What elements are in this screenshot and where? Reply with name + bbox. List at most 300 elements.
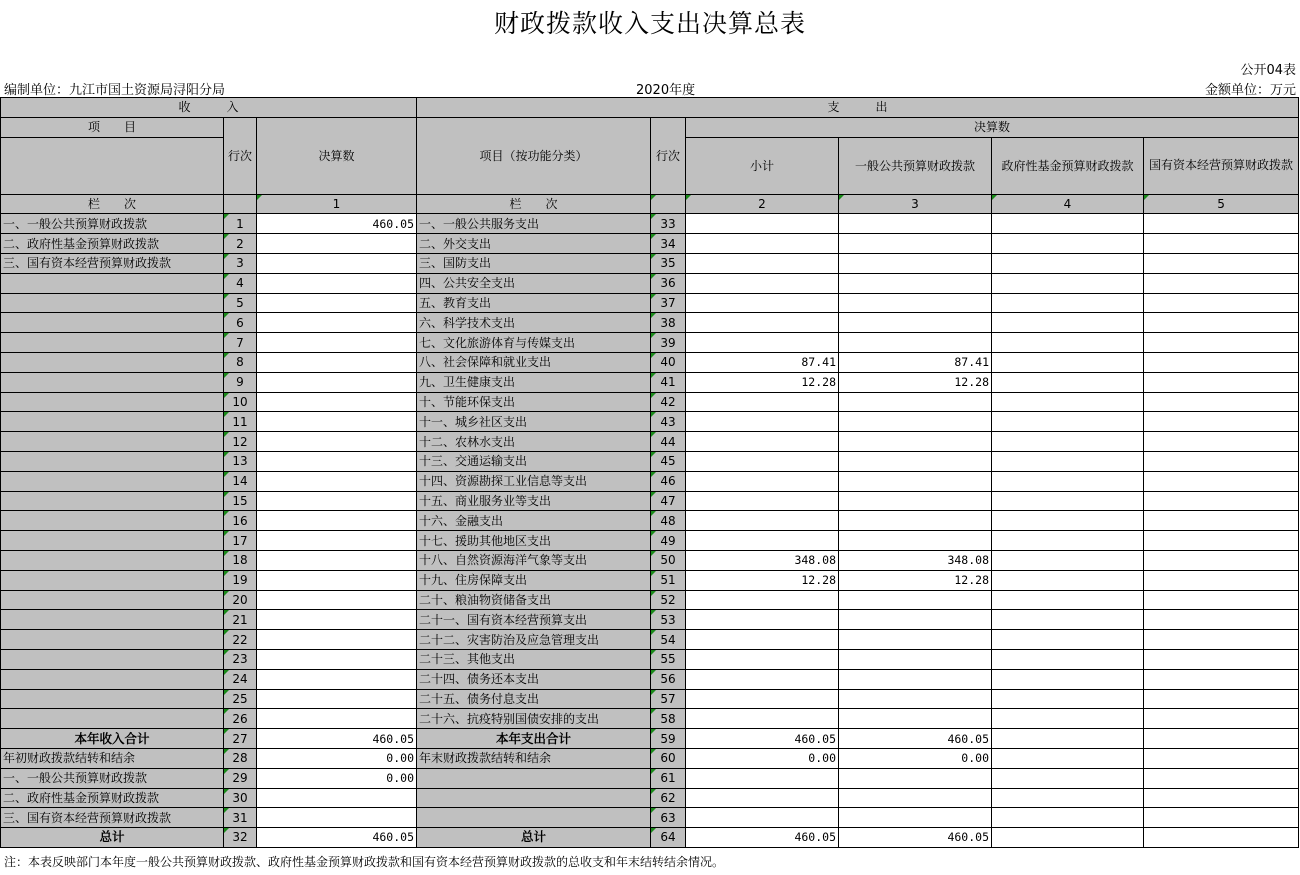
expense-item-label: 三、国防支出 bbox=[417, 253, 651, 273]
expense-soe-budget bbox=[1144, 808, 1299, 828]
expense-row-no: 57 bbox=[651, 689, 686, 709]
expense-subtotal: 87.41 bbox=[686, 352, 839, 372]
expense-fund-budget bbox=[992, 729, 1144, 749]
reporting-unit: 编制单位：九江市国土资源局浔阳分局 bbox=[4, 83, 226, 98]
income-amount bbox=[257, 253, 417, 273]
income-row-no: 1 bbox=[224, 214, 257, 234]
expense-header: 支 出 bbox=[417, 98, 1299, 118]
expense-subtotal bbox=[686, 293, 839, 313]
expense-row-no: 63 bbox=[651, 808, 686, 828]
expense-subtotal bbox=[686, 649, 839, 669]
expense-general-budget bbox=[839, 689, 992, 709]
expense-general-budget bbox=[839, 630, 992, 650]
income-row-no: 22 bbox=[224, 630, 257, 650]
income-item-label: 总计 bbox=[1, 828, 224, 848]
table-row bbox=[1, 630, 1299, 650]
income-row-no: 23 bbox=[224, 649, 257, 669]
income-row-no: 10 bbox=[224, 392, 257, 412]
expense-general-budget bbox=[839, 432, 992, 452]
table-row bbox=[1, 748, 1299, 768]
income-item-label: 一、一般公共预算财政拨款 bbox=[1, 214, 224, 234]
income-amount bbox=[257, 709, 417, 729]
income-row-no: 21 bbox=[224, 610, 257, 630]
expense-item-label: 十四、资源勘探工业信息等支出 bbox=[417, 471, 651, 491]
table-row bbox=[1, 372, 1299, 392]
income-item-label bbox=[1, 412, 224, 432]
expense-subtotal bbox=[686, 392, 839, 412]
expense-item-label: 一、一般公共服务支出 bbox=[417, 214, 651, 234]
expense-subtotal: 12.28 bbox=[686, 570, 839, 590]
income-amount bbox=[257, 313, 417, 333]
table-row bbox=[1, 570, 1299, 590]
income-item-label bbox=[1, 392, 224, 412]
income-amount bbox=[257, 808, 417, 828]
expense-subtotal bbox=[686, 234, 839, 254]
expense-subtotal bbox=[686, 214, 839, 234]
income-row-no: 12 bbox=[224, 432, 257, 452]
expense-general-budget bbox=[839, 451, 992, 471]
income-amount bbox=[257, 550, 417, 570]
expense-fund-budget bbox=[992, 808, 1144, 828]
expense-general-budget bbox=[839, 293, 992, 313]
income-item-label: 本年收入合计 bbox=[1, 729, 224, 749]
expense-soe-budget bbox=[1144, 432, 1299, 452]
table-row bbox=[1, 412, 1299, 432]
income-amount bbox=[257, 610, 417, 630]
expense-row-no: 33 bbox=[651, 214, 686, 234]
expense-row-no: 42 bbox=[651, 392, 686, 412]
expense-fund-budget bbox=[992, 234, 1144, 254]
income-row-no: 11 bbox=[224, 412, 257, 432]
expense-general-budget bbox=[839, 333, 992, 353]
income-amount bbox=[257, 273, 417, 293]
footnote: 注：本表反映部门本年度一般公共预算财政拨款、政府性基金预算财政拨款和国有资本经营预算财政拨款的总收支和年末结转结余情况。 bbox=[4, 855, 725, 869]
column-number-4: 4 bbox=[992, 194, 1144, 214]
expense-item-label: 十七、援助其他地区支出 bbox=[417, 531, 651, 551]
income-item-label bbox=[1, 531, 224, 551]
expense-subtotal bbox=[686, 471, 839, 491]
expense-fund-budget bbox=[992, 293, 1144, 313]
table-row bbox=[1, 531, 1299, 551]
expense-fund-budget bbox=[992, 392, 1144, 412]
expense-row-no: 61 bbox=[651, 768, 686, 788]
expense-fund-budget bbox=[992, 451, 1144, 471]
expense-soe-budget bbox=[1144, 570, 1299, 590]
expense-row-no: 40 bbox=[651, 352, 686, 372]
expense-row-no: 50 bbox=[651, 550, 686, 570]
income-item-label: 一、一般公共预算财政拨款 bbox=[1, 768, 224, 788]
expense-fund-budget bbox=[992, 412, 1144, 432]
expense-fund-budget bbox=[992, 531, 1144, 551]
income-amount: 0.00 bbox=[257, 748, 417, 768]
expense-row-no: 36 bbox=[651, 273, 686, 293]
expense-row-no: 43 bbox=[651, 412, 686, 432]
expense-row-no: 47 bbox=[651, 491, 686, 511]
expense-subtotal bbox=[686, 768, 839, 788]
expense-row-no: 52 bbox=[651, 590, 686, 610]
income-item-label bbox=[1, 649, 224, 669]
table-row bbox=[1, 610, 1299, 630]
expense-row-no: 34 bbox=[651, 234, 686, 254]
income-amount bbox=[257, 590, 417, 610]
expense-item-label: 二十一、国有资本经营预算支出 bbox=[417, 610, 651, 630]
expense-general-budget bbox=[839, 768, 992, 788]
table-row bbox=[1, 491, 1299, 511]
expense-row-no: 51 bbox=[651, 570, 686, 590]
expense-subtotal: 460.05 bbox=[686, 729, 839, 749]
expense-subtotal: 12.28 bbox=[686, 372, 839, 392]
expense-soe-budget bbox=[1144, 234, 1299, 254]
expense-row-no: 64 bbox=[651, 828, 686, 848]
final-amount-header-2: 决算数 bbox=[686, 117, 1299, 137]
expense-item-label: 十六、金融支出 bbox=[417, 511, 651, 531]
expense-item-label: 五、教育支出 bbox=[417, 293, 651, 313]
expense-subtotal bbox=[686, 273, 839, 293]
income-item-label bbox=[1, 293, 224, 313]
expense-item-label: 二十五、债务付息支出 bbox=[417, 689, 651, 709]
expense-fund-budget bbox=[992, 610, 1144, 630]
income-item-label bbox=[1, 570, 224, 590]
item-header: 项 目 bbox=[1, 117, 224, 137]
row-no-header: 行次 bbox=[224, 117, 257, 194]
table-row bbox=[1, 729, 1299, 749]
income-amount bbox=[257, 491, 417, 511]
income-row-no: 8 bbox=[224, 352, 257, 372]
expense-fund-budget bbox=[992, 511, 1144, 531]
table-row bbox=[1, 649, 1299, 669]
expense-subtotal bbox=[686, 412, 839, 432]
expense-soe-budget bbox=[1144, 531, 1299, 551]
expense-item-label: 本年支出合计 bbox=[417, 729, 651, 749]
expense-item-label: 十二、农林水支出 bbox=[417, 432, 651, 452]
expense-soe-budget bbox=[1144, 214, 1299, 234]
expense-item-label: 九、卫生健康支出 bbox=[417, 372, 651, 392]
expense-subtotal bbox=[686, 788, 839, 808]
expense-item-label: 十一、城乡社区支出 bbox=[417, 412, 651, 432]
income-row-no: 3 bbox=[224, 253, 257, 273]
expense-fund-budget bbox=[992, 313, 1144, 333]
expense-soe-budget bbox=[1144, 273, 1299, 293]
expense-row-no: 45 bbox=[651, 451, 686, 471]
expense-item-label: 十八、自然资源海洋气象等支出 bbox=[417, 550, 651, 570]
expense-item-label: 二、外交支出 bbox=[417, 234, 651, 254]
income-row-no: 9 bbox=[224, 372, 257, 392]
expense-item-label: 十三、交通运输支出 bbox=[417, 451, 651, 471]
income-item-label: 二、政府性基金预算财政拨款 bbox=[1, 234, 224, 254]
column-label: 栏 次 bbox=[1, 194, 224, 214]
table-row bbox=[1, 550, 1299, 570]
final-amount-header: 决算数 bbox=[257, 117, 417, 194]
expense-general-budget bbox=[839, 649, 992, 669]
expense-general-budget: 348.08 bbox=[839, 550, 992, 570]
income-item-label bbox=[1, 610, 224, 630]
expense-soe-budget bbox=[1144, 491, 1299, 511]
expense-general-budget bbox=[839, 788, 992, 808]
income-item-label bbox=[1, 432, 224, 452]
table-row bbox=[1, 333, 1299, 353]
table-row bbox=[1, 313, 1299, 333]
expense-item-label: 十五、商业服务业等支出 bbox=[417, 491, 651, 511]
table-row bbox=[1, 293, 1299, 313]
expense-item-label bbox=[417, 768, 651, 788]
expense-fund-budget bbox=[992, 689, 1144, 709]
expense-row-no: 53 bbox=[651, 610, 686, 630]
table-row bbox=[1, 392, 1299, 412]
expense-soe-budget bbox=[1144, 253, 1299, 273]
income-row-no: 18 bbox=[224, 550, 257, 570]
table-row bbox=[1, 471, 1299, 491]
expense-general-budget: 12.28 bbox=[839, 372, 992, 392]
expense-fund-budget bbox=[992, 768, 1144, 788]
expense-soe-budget bbox=[1144, 550, 1299, 570]
table-row bbox=[1, 352, 1299, 372]
expense-general-budget bbox=[839, 709, 992, 729]
income-row-no: 20 bbox=[224, 590, 257, 610]
expense-general-budget: 87.41 bbox=[839, 352, 992, 372]
expense-subtotal bbox=[686, 669, 839, 689]
expense-fund-budget bbox=[992, 828, 1144, 848]
item-header-blank bbox=[1, 137, 224, 194]
expense-fund-budget bbox=[992, 550, 1144, 570]
expense-soe-budget bbox=[1144, 471, 1299, 491]
column-label-blank-2 bbox=[651, 194, 686, 214]
income-row-no: 14 bbox=[224, 471, 257, 491]
income-row-no: 30 bbox=[224, 788, 257, 808]
expense-general-budget: 460.05 bbox=[839, 828, 992, 848]
expense-item-label: 二十三、其他支出 bbox=[417, 649, 651, 669]
table-row bbox=[1, 590, 1299, 610]
soe-budget-header: 国有资本经营预算财政拨款 bbox=[1144, 137, 1299, 194]
income-amount bbox=[257, 511, 417, 531]
expense-fund-budget bbox=[992, 432, 1144, 452]
expense-item-label: 总计 bbox=[417, 828, 651, 848]
expense-soe-budget bbox=[1144, 610, 1299, 630]
income-amount bbox=[257, 352, 417, 372]
form-code: 公开04表 bbox=[1240, 63, 1296, 78]
expense-soe-budget bbox=[1144, 729, 1299, 749]
expense-fund-budget bbox=[992, 570, 1144, 590]
expense-subtotal bbox=[686, 333, 839, 353]
income-row-no: 27 bbox=[224, 729, 257, 749]
expense-subtotal bbox=[686, 432, 839, 452]
expense-subtotal bbox=[686, 709, 839, 729]
table-row bbox=[1, 689, 1299, 709]
expense-general-budget bbox=[839, 471, 992, 491]
expense-soe-budget bbox=[1144, 748, 1299, 768]
expense-soe-budget bbox=[1144, 313, 1299, 333]
expense-fund-budget bbox=[992, 630, 1144, 650]
expense-soe-budget bbox=[1144, 352, 1299, 372]
column-number-3: 3 bbox=[839, 194, 992, 214]
expense-subtotal bbox=[686, 630, 839, 650]
income-item-label bbox=[1, 511, 224, 531]
expense-row-no: 39 bbox=[651, 333, 686, 353]
column-label-2: 栏 次 bbox=[417, 194, 651, 214]
expense-row-no: 62 bbox=[651, 788, 686, 808]
table-row bbox=[1, 253, 1299, 273]
income-amount: 460.05 bbox=[257, 828, 417, 848]
expense-subtotal bbox=[686, 808, 839, 828]
expense-soe-budget bbox=[1144, 451, 1299, 471]
expense-subtotal bbox=[686, 451, 839, 471]
expense-fund-budget bbox=[992, 333, 1144, 353]
income-item-label: 三、国有资本经营预算财政拨款 bbox=[1, 253, 224, 273]
expense-item-label: 七、文化旅游体育与传媒支出 bbox=[417, 333, 651, 353]
expense-soe-budget bbox=[1144, 590, 1299, 610]
expense-general-budget bbox=[839, 412, 992, 432]
expense-fund-budget bbox=[992, 273, 1144, 293]
expense-row-no: 38 bbox=[651, 313, 686, 333]
expense-row-no: 49 bbox=[651, 531, 686, 551]
table-row bbox=[1, 234, 1299, 254]
expense-item-label: 八、社会保障和就业支出 bbox=[417, 352, 651, 372]
expense-fund-budget bbox=[992, 590, 1144, 610]
expense-subtotal: 0.00 bbox=[686, 748, 839, 768]
income-amount bbox=[257, 630, 417, 650]
income-row-no: 5 bbox=[224, 293, 257, 313]
expense-subtotal: 460.05 bbox=[686, 828, 839, 848]
column-label-blank bbox=[224, 194, 257, 214]
table-row bbox=[1, 709, 1299, 729]
report-title: 财政拨款收入支出决算总表 bbox=[493, 9, 806, 38]
expense-soe-budget bbox=[1144, 709, 1299, 729]
expense-item-label bbox=[417, 808, 651, 828]
expense-general-budget: 0.00 bbox=[839, 748, 992, 768]
income-amount bbox=[257, 333, 417, 353]
income-amount bbox=[257, 471, 417, 491]
expense-item-label: 二十四、债务还本支出 bbox=[417, 669, 651, 689]
income-amount bbox=[257, 451, 417, 471]
expense-row-no: 58 bbox=[651, 709, 686, 729]
expense-fund-budget bbox=[992, 253, 1144, 273]
income-item-label bbox=[1, 709, 224, 729]
table-row bbox=[1, 273, 1299, 293]
amount-unit: 金额单位：万元 bbox=[1204, 83, 1296, 98]
expense-row-no: 37 bbox=[651, 293, 686, 313]
expense-soe-budget bbox=[1144, 511, 1299, 531]
expense-general-budget bbox=[839, 491, 992, 511]
fiscal-year: 2020年度 bbox=[636, 83, 696, 98]
expense-general-budget bbox=[839, 511, 992, 531]
income-amount: 460.05 bbox=[257, 729, 417, 749]
income-item-label bbox=[1, 313, 224, 333]
income-item-label bbox=[1, 352, 224, 372]
expense-soe-budget bbox=[1144, 828, 1299, 848]
income-amount bbox=[257, 412, 417, 432]
table-row bbox=[1, 451, 1299, 471]
expense-general-budget: 460.05 bbox=[839, 729, 992, 749]
income-amount: 460.05 bbox=[257, 214, 417, 234]
expense-row-no: 46 bbox=[651, 471, 686, 491]
table-row bbox=[1, 768, 1299, 788]
table-row bbox=[1, 788, 1299, 808]
expense-soe-budget bbox=[1144, 689, 1299, 709]
expense-general-budget bbox=[839, 531, 992, 551]
table-row bbox=[1, 808, 1299, 828]
expense-general-budget bbox=[839, 808, 992, 828]
expense-fund-budget bbox=[992, 214, 1144, 234]
expense-subtotal bbox=[686, 590, 839, 610]
income-amount bbox=[257, 432, 417, 452]
expense-row-no: 44 bbox=[651, 432, 686, 452]
expense-general-budget bbox=[839, 590, 992, 610]
income-row-no: 2 bbox=[224, 234, 257, 254]
expense-item-label: 十、节能环保支出 bbox=[417, 392, 651, 412]
item-by-function-header: 项目（按功能分类） bbox=[417, 117, 651, 194]
expense-fund-budget bbox=[992, 471, 1144, 491]
income-item-label bbox=[1, 630, 224, 650]
expense-general-budget bbox=[839, 214, 992, 234]
fund-budget-header: 政府性基金预算财政拨款 bbox=[992, 137, 1144, 194]
expense-subtotal bbox=[686, 511, 839, 531]
subtotal-header: 小计 bbox=[686, 137, 839, 194]
expense-row-no: 55 bbox=[651, 649, 686, 669]
expense-item-label: 年末财政拨款结转和结余 bbox=[417, 748, 651, 768]
income-item-label: 二、政府性基金预算财政拨款 bbox=[1, 788, 224, 808]
row-no-header-2: 行次 bbox=[651, 117, 686, 194]
expense-soe-budget bbox=[1144, 372, 1299, 392]
expense-row-no: 41 bbox=[651, 372, 686, 392]
income-row-no: 7 bbox=[224, 333, 257, 353]
income-item-label bbox=[1, 550, 224, 570]
expense-subtotal bbox=[686, 531, 839, 551]
column-number-5: 5 bbox=[1144, 194, 1299, 214]
expense-item-label: 六、科学技术支出 bbox=[417, 313, 651, 333]
income-amount bbox=[257, 689, 417, 709]
income-item-label: 三、国有资本经营预算财政拨款 bbox=[1, 808, 224, 828]
expense-general-budget bbox=[839, 253, 992, 273]
expense-subtotal: 348.08 bbox=[686, 550, 839, 570]
income-amount bbox=[257, 372, 417, 392]
expense-general-budget bbox=[839, 313, 992, 333]
income-row-no: 19 bbox=[224, 570, 257, 590]
income-item-label bbox=[1, 590, 224, 610]
expense-item-label: 二十六、抗疫特别国债安排的支出 bbox=[417, 709, 651, 729]
expense-soe-budget bbox=[1144, 333, 1299, 353]
expense-soe-budget bbox=[1144, 293, 1299, 313]
income-row-no: 17 bbox=[224, 531, 257, 551]
income-amount bbox=[257, 392, 417, 412]
expense-fund-budget bbox=[992, 788, 1144, 808]
income-row-no: 24 bbox=[224, 669, 257, 689]
income-amount: 0.00 bbox=[257, 768, 417, 788]
table-row bbox=[1, 828, 1299, 848]
expense-fund-budget bbox=[992, 748, 1144, 768]
income-row-no: 28 bbox=[224, 748, 257, 768]
expense-row-no: 35 bbox=[651, 253, 686, 273]
expense-item-label: 十九、住房保障支出 bbox=[417, 570, 651, 590]
income-amount bbox=[257, 788, 417, 808]
expense-soe-budget bbox=[1144, 788, 1299, 808]
expense-fund-budget bbox=[992, 669, 1144, 689]
income-row-no: 4 bbox=[224, 273, 257, 293]
expense-fund-budget bbox=[992, 709, 1144, 729]
income-row-no: 31 bbox=[224, 808, 257, 828]
expense-subtotal bbox=[686, 689, 839, 709]
income-item-label bbox=[1, 491, 224, 511]
income-amount bbox=[257, 293, 417, 313]
income-row-no: 29 bbox=[224, 768, 257, 788]
expense-subtotal bbox=[686, 313, 839, 333]
income-amount bbox=[257, 531, 417, 551]
income-item-label bbox=[1, 451, 224, 471]
table-row bbox=[1, 511, 1299, 531]
income-row-no: 13 bbox=[224, 451, 257, 471]
income-item-label bbox=[1, 333, 224, 353]
income-amount bbox=[257, 234, 417, 254]
expense-fund-budget bbox=[992, 649, 1144, 669]
expense-row-no: 48 bbox=[651, 511, 686, 531]
